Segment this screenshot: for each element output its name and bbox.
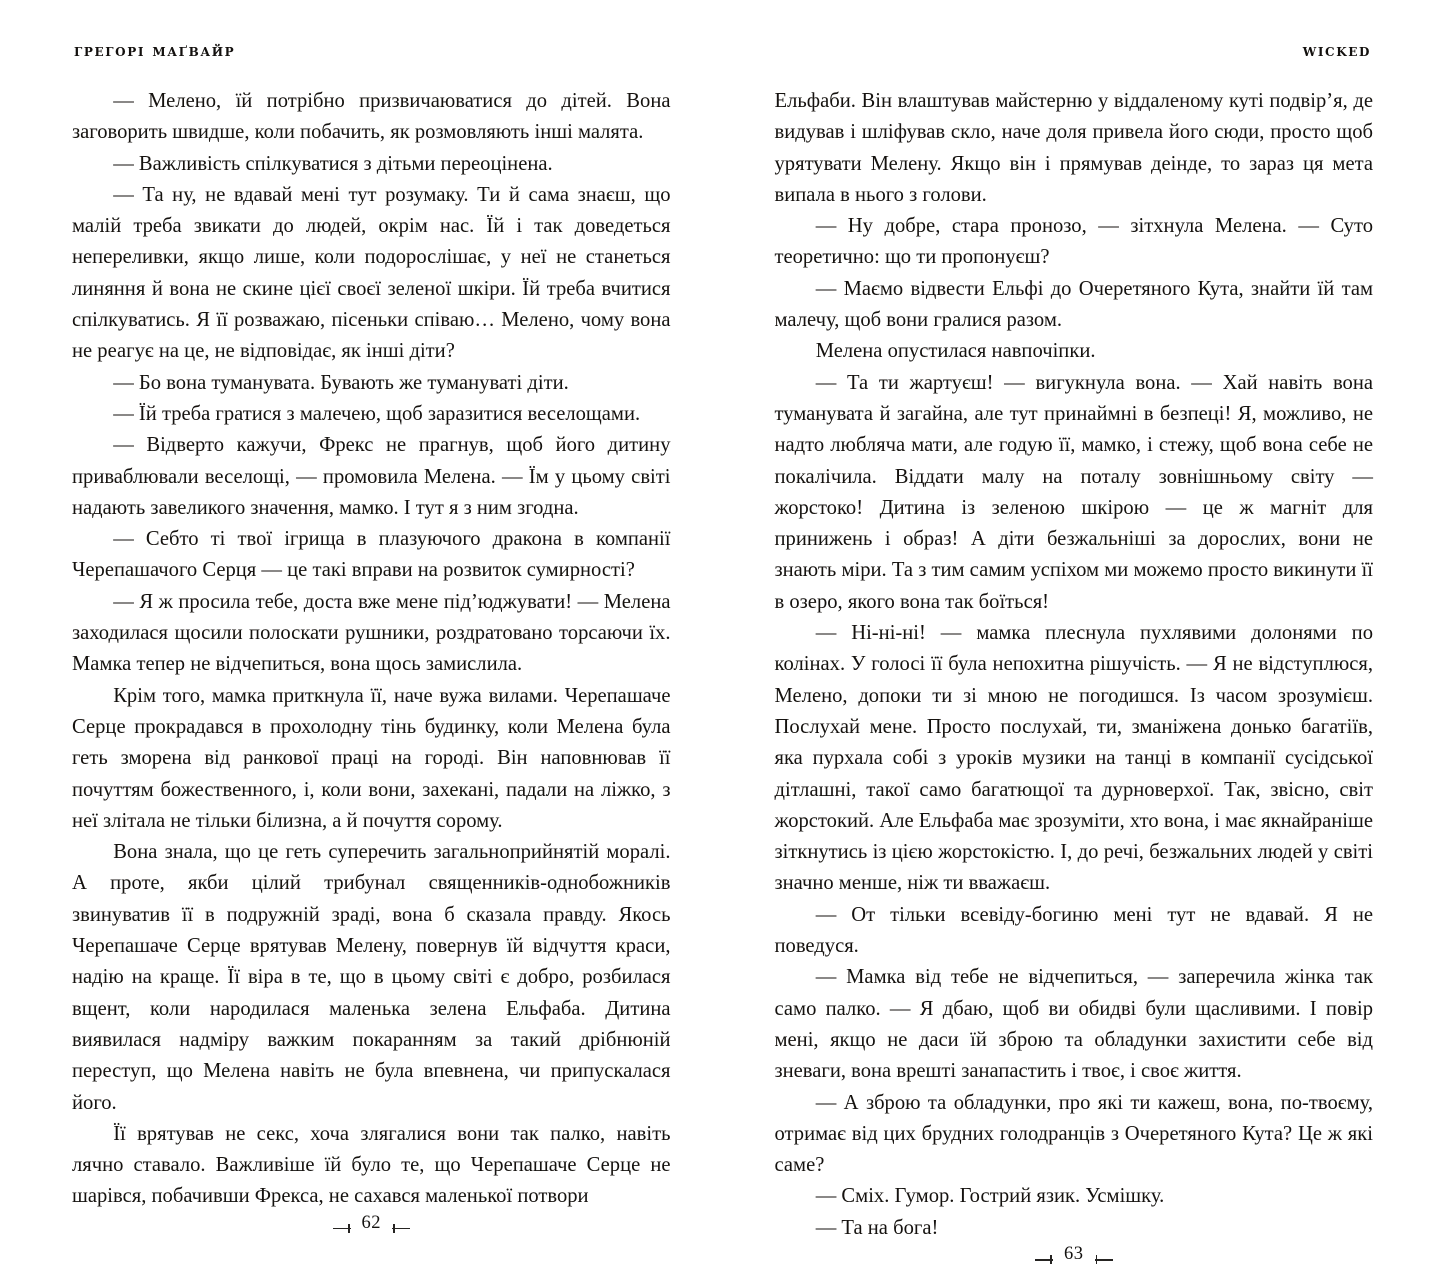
paragraph: — Та ну, не вдавай мені тут розумаку. Ти й сама знаєш, що малій треба звикати до людей, окрім нас. Їй і так доведеться непереливки, якщо лише, коли подорослішає, у неї не станеться линяння й вона не скине цієї своєї зеленої шкіри. Їй треба вчитися спілкуватись. Я її розважаю, пісеньки співаю… Мелено, чому вона не реагує на це, не відповідає, як інші діти?	[72, 180, 671, 368]
paragraph: Її врятував не секс, хоча злягалися вони так палко, навіть лячно ставало. Важливіше їй було те, що Черепашаче Серце не шарівся, побачивши Фрекса, не сахався маленької потвори	[72, 1119, 671, 1213]
fleuron-right-icon	[390, 1222, 412, 1234]
fleuron-right-icon	[1093, 1253, 1115, 1265]
paragraph: — Ну добре, стара пронозо, — зітхнула Мелена. — Суто теоретично: що ти пропонуєш?	[775, 211, 1374, 274]
paragraph: — Сміх. Гумор. Гострий язик. Усмішку.	[775, 1181, 1374, 1212]
paragraph: — Відверто кажучи, Фрекс не прагнув, щоб його дитину приваблювали веселощі, — промовила Мелена. — Їм у цьому світі надають завеликого значення, мамко. І тут я з ним згодна.	[72, 430, 671, 524]
folio-left	[72, 1213, 671, 1234]
paragraph: — Важливість спілкуватися з дітьми переоцінена.	[72, 149, 671, 180]
paragraph: Ельфаби. Він влаштував майстерню у віддаленому куті подвір’я, де видував і шліфував скло, наче доля привела його сюди, просто щоб урятувати Мелену. Якщо він і прямував деінде, то зараз ця мета випала в нього з голови.	[775, 86, 1374, 211]
paragraph: — Бо вона туманувата. Бувають же тумануваті діти.	[72, 368, 671, 399]
page-number: 63	[1064, 1244, 1084, 1265]
paragraph: — Себто ті твої ігрища в плазуючого дракона в компанії Черепашачого Серця — це такі вправи на розвиток сумирності?	[72, 524, 671, 587]
paragraph: Мелена опустилася навпочіпки.	[775, 336, 1374, 367]
paragraph: — От тільки всевіду-богиню мені тут не вдавай. Я не поведуся.	[775, 900, 1374, 963]
paragraph: — Та ти жартуєш! — вигукнула вона. — Хай навіть вона туманувата й загайна, але тут принаймні в безпеці! Я, можливо, не надто любляча мати, але годую її, мамко, і стежу, щоб вона себе не покалічила. Віддати малу на поталу зовнішньому світу — жорстоко! Дитина із зеленою шкірою — це ж магніт для принижень і образ! А діти безжальніші за дорослих, вони не знають міри. Та з тим самим успіхом ми можемо просто викинути її в озеро, якого вона так боїться!	[775, 368, 1374, 618]
paragraph: — Я ж просила тебе, доста вже мене під’юджувати! — Мелена заходилася щосили полоскати рушники, роздратовано торсаючи їх. Мамка тепер не відчепиться, вона щось замислила.	[72, 587, 671, 681]
running-head-author: грегорі маґвайр	[72, 38, 671, 64]
paragraph: — Мамка від тебе не відчепиться, — заперечила жінка так само палко. — Я дбаю, щоб ви обидві були щасливими. І повір мені, якщо не даси їй зброю та обладунки захистити себе від зневаги, вона врешті занапастить і твоє, і своє життя.	[775, 962, 1374, 1087]
page-right	[723, 0, 1445, 1105]
paragraph: Крім того, мамка приткнула її, наче вужа вилами. Черепашаче Серце прокрадався в прохолодну тінь будинку, коли Мелена була геть зморена від ранкової праці на городі. Він наповнював її почуттям божественного, і, коли вони, захекані, падали на ліжко, з неї злітала не тільки білизна, а й почуття сорому.	[72, 681, 671, 837]
body-text-left	[72, 86, 671, 1213]
paragraph: — А зброю та обладунки, про які ти кажеш, вона, по-твоєму, отримає від цих брудних голодранців з Очеретяного Кута? Це ж які саме?	[775, 1088, 1374, 1182]
running-head-title: wicked	[775, 38, 1374, 64]
fleuron-left-icon	[1033, 1253, 1055, 1265]
paragraph: — Маємо відвести Ельфі до Очеретяного Кута, знайти їй там малечу, щоб вони гралися разом.	[775, 274, 1374, 337]
page-left	[0, 0, 723, 1105]
paragraph: — Мелено, їй потрібно призвичаюватися до дітей. Вона заговорить швидше, коли побачить, як розмовляють інші малята.	[72, 86, 671, 149]
body-text-right	[775, 86, 1374, 1244]
paragraph: — Ні-ні-ні! — мамка плеснула пухлявими долонями по колінах. У голосі її була непохитна рішучість. — Я не відступлюся, Мелено, допоки ти зі мною не погодишся. Із часом зрозумієш. Послухай мене. Просто послухай, ти, зманіжена донько багатіїв, яка пурхала собі з уроків музики на танці в компанії сусідської дітлашні, такої само багатющої та дурноверхої. Так, звісно, світ жорстокий. Але Ельфаба має зрозуміти, хто вона, і має якнайраніше зіткнутись із цією жорстокістю. І, до речі, безжальних людей у світі значно менше, ніж ти вважаєш.	[775, 618, 1374, 900]
paragraph: Вона знала, що це геть суперечить загальноприйнятій моралі. А проте, якби цілий трибунал священників-однобожників звинуватив її в подружній зраді, вона б сказала правду. Якось Черепашаче Серце врятував Мелену, повернув їй відчуття краси, надію на краще. Її віра в те, що в цьому світі є добро, розбилася вщент, коли народилася маленька зелена Ельфаба. Дитина виявилася надміру важким покаранням за такий дрібнюній переступ, що Мелена навіть не була впевнена, чи припускалася його.	[72, 837, 671, 1119]
paragraph: — Їй треба гратися з малечею, щоб заразитися веселощами.	[72, 399, 671, 430]
page-number: 62	[362, 1213, 382, 1234]
fleuron-left-icon	[331, 1222, 353, 1234]
folio-right	[775, 1244, 1374, 1265]
paragraph: — Та на бога!	[775, 1213, 1374, 1244]
